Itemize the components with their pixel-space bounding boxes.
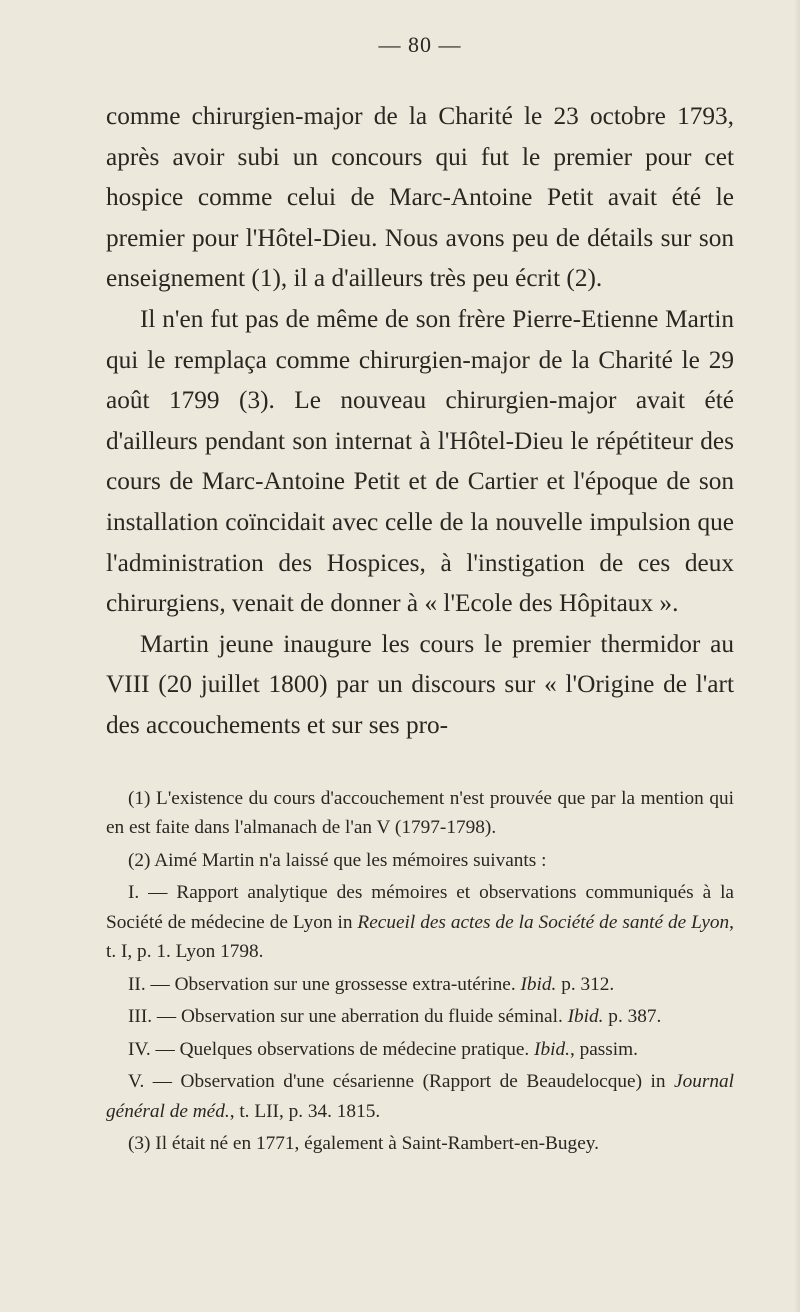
item-text: II. — Observation sur une grossesse extra-utérine. — [128, 973, 521, 995]
item-ref: , passim. — [569, 1038, 638, 1060]
item-source: Recueil des actes de la Société de santé de Lyon — [357, 911, 730, 933]
item-source: Ibid. — [520, 973, 557, 995]
item-source: Journal général de méd. — [106, 1071, 734, 1122]
item-ref: p. 387. — [603, 1006, 662, 1027]
item-text: IV. — Quelques observations de médecine pratique. — [128, 1038, 535, 1060]
footnote-3: (3) Il était né en 1771, également à Saint-Rambert-en-Bugey. — [128, 1133, 599, 1154]
paragraph-3: Martin jeune inaugure les cours le premier thermidor au VIII (20 juillet 1800) par un discours sur « l'Origine de l'art des accouchements et sur ses pro- — [106, 629, 734, 739]
footnote-2-item-2 — [106, 970, 734, 1000]
item-ref: , t. LII, p. 34. 1815. — [229, 1100, 381, 1122]
item-ref: , t. I, p. 1. Lyon 1798. — [106, 911, 734, 962]
footnote-2-item-5 — [106, 1067, 734, 1126]
item-text: III. — Observation sur une aberration du fluide séminal. — [128, 1006, 568, 1027]
item-ref: p. 312. — [556, 973, 615, 995]
paragraph-1: comme chirurgien-major de la Charité le 23 octobre 1793, après avoir subi un concours qui fut le premier pour cet hospice comme celui de Marc-Antoine Petit avait été le premier pour l'Hôtel-Dieu. Nous avons peu de détails sur son enseignement (1), il a d'ailleurs très peu écrit (2). — [106, 102, 734, 293]
item-text: V. — Observation d'une césarienne (Rapport de Beaudelocque) in — [128, 1071, 675, 1092]
item-source: Ibid. — [567, 1006, 604, 1027]
item-source: Ibid. — [534, 1038, 570, 1060]
page-number: — 80 — — [378, 32, 462, 57]
footnote-1: (1) L'existence du cours d'accouchement n'est prouvée que par la mention qui en est faite dans l'almanach de l'an V (1797-1798). — [106, 787, 734, 838]
footnote-2: (2) Aimé Martin n'a laissé que les mémoires suivants : — [128, 849, 547, 871]
footnotes — [106, 784, 734, 1159]
item-text: I. — Rapport analytique des mémoires et observations communiqués à la Société de médecine de Lyon in — [106, 882, 734, 933]
paragraph-2: Il n'en fut pas de même de son frère Pierre-Etienne Martin qui le remplaça comme chirurgien-major de la Charité le 29 août 1799 (3). Le nouveau chirurgien-major avait été d'ailleurs pendant son internat à l'Hôtel-Dieu le répétiteur des cours de Marc-Antoine Petit et de Cartier et l'époque de son installation coïncidait avec celle de la nouvelle impulsion que l'administration des Hospices, à l'instigation de ces deux chirurgiens, venait de donner à « l'Ecole des Hôpitaux ». — [106, 304, 734, 618]
footnote-2-item-1 — [106, 878, 734, 967]
footnote-2-item-4 — [106, 1035, 734, 1065]
footnote-2-item-3 — [106, 1002, 734, 1032]
main-text — [106, 96, 734, 746]
